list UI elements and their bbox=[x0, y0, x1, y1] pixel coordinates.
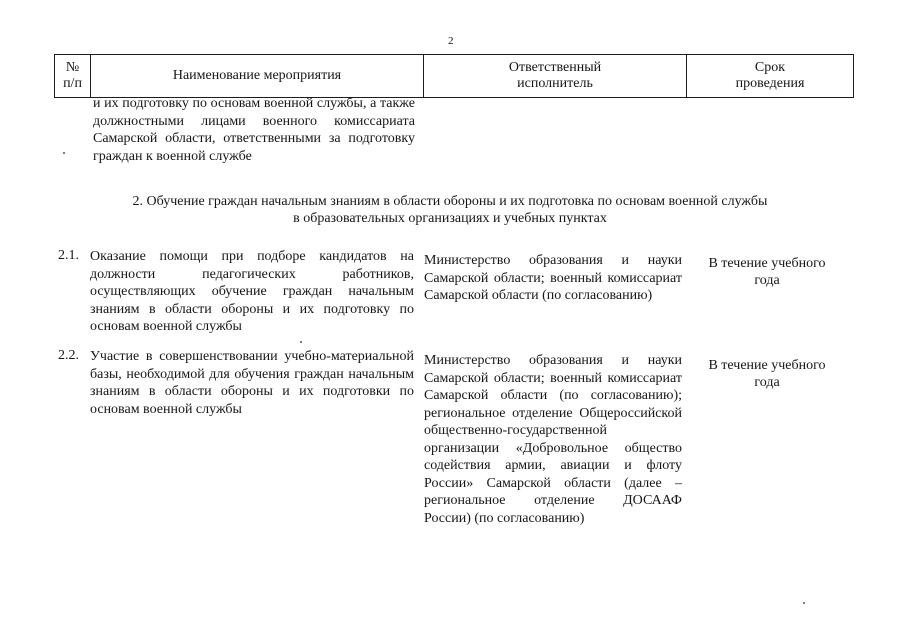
section-heading-line1: 2. Обучение граждан начальным знаниям в области обороны и их подготовка по основам военной службы bbox=[132, 194, 768, 209]
row-term: В течение учебного года bbox=[708, 358, 826, 390]
header-col-term-line1: Срок bbox=[754, 60, 786, 75]
row-term: В течение учебного года bbox=[708, 256, 826, 288]
row-number: 2.2. bbox=[58, 348, 79, 363]
page-number: 2 bbox=[448, 35, 454, 47]
table-header bbox=[54, 54, 854, 98]
row-responsible: Министерство образования и науки Самарской области; военный комиссариат Самарской области (по согласованию) bbox=[424, 253, 682, 303]
header-col-responsible-line1: Ответственный bbox=[508, 60, 602, 75]
header-col-term-line2: проведения bbox=[735, 76, 805, 91]
header-col-number-symbol: № bbox=[65, 60, 80, 75]
header-col-term bbox=[687, 55, 853, 97]
scan-speck bbox=[63, 152, 65, 154]
scan-speck bbox=[803, 602, 805, 604]
header-col-responsible bbox=[424, 55, 687, 97]
row-event-name: Оказание помощи при подборе кандидатов на должности педагогических работников, осуществляющих обучение граждан начальным знаниям в области обороны и их подготовку по основам военной службы bbox=[90, 249, 414, 334]
header-col-name-label: Наименование мероприятия bbox=[172, 68, 342, 83]
continuation-text: и их подготовку по основам военной службы, а также должностными лицами военного комиссариата Самарской области, ответственными за подготовку граждан к военной службе bbox=[93, 96, 415, 164]
scan-speck bbox=[300, 341, 302, 343]
header-col-number-abbr: п/п bbox=[63, 76, 82, 91]
row-responsible: Министерство образования и науки Самарской области; военный комиссариат Самарской области (по согласованию); региональное отделение Общероссийской общественно-государственной организации «Добровольное общество содействия армии, авиации и флоту России» Самарской области (далее – региональное отделение ДОСААФ России) (по согласованию) bbox=[424, 353, 682, 526]
row-number: 2.1. bbox=[58, 248, 79, 263]
header-col-responsible-line2: исполнитель bbox=[517, 76, 593, 91]
header-col-number bbox=[55, 55, 91, 97]
header-col-name bbox=[91, 55, 424, 97]
section-heading-line2: в образовательных организациях и учебных пунктах bbox=[293, 211, 607, 226]
section-heading bbox=[80, 193, 820, 227]
row-event-name: Участие в совершенствовании учебно-материальной базы, необходимой для обучения граждан начальным знаниям в области обороны и их подготовки по основам военной службы bbox=[90, 349, 414, 417]
